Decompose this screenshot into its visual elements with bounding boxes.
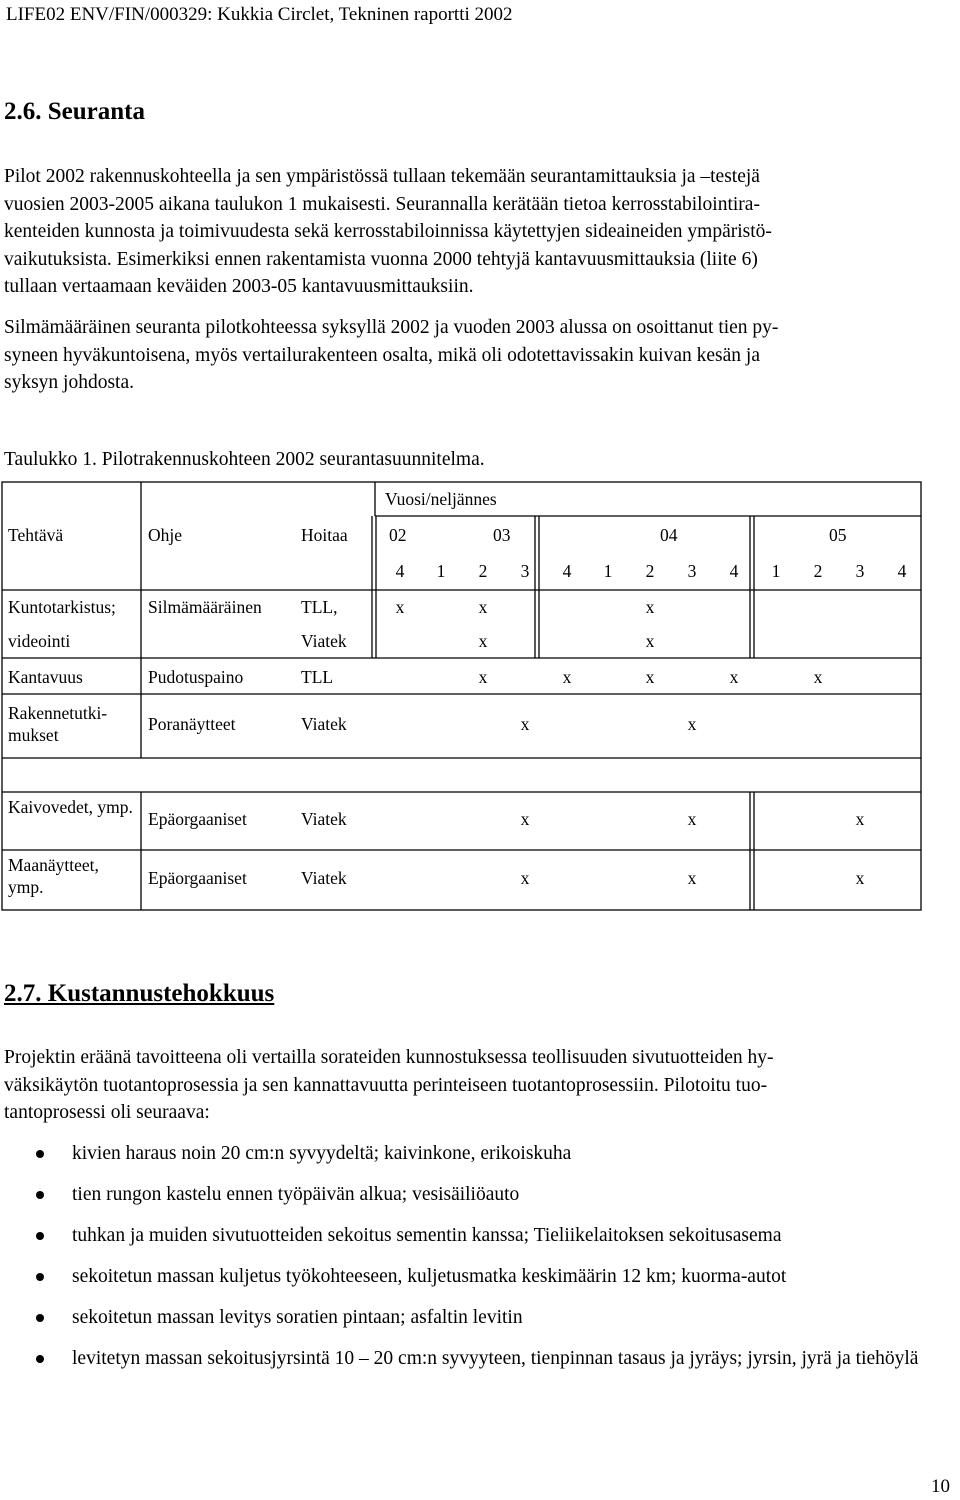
bullet-icon: [36, 1150, 44, 1158]
row-task: Maanäytteet, ymp.: [8, 855, 99, 897]
bullet-icon: [36, 1232, 44, 1240]
bullet-icon: [36, 1355, 44, 1363]
column-header-task: Tehtävä: [8, 525, 64, 545]
row-handler: Viatek: [301, 868, 347, 888]
text-line: syneen hyväkuntoisena, myös vertailurakenteen osalta, mikä oli odotettavissakin kuivan kesän ja: [4, 344, 760, 366]
quarter-label: 3: [687, 561, 697, 581]
list-item-text: tuhkan ja muiden sivutuotteiden sekoitus sementin kanssa; Tieliikelaitoksen sekoitusasema: [72, 1225, 782, 1246]
schedule-mark: x: [520, 714, 530, 734]
list-item-text: levitetyn massan sekoitusjyrsintä 10 – 20 cm:n syvyyteen, tienpinnan tasaus ja jyräys; jyrsin, jyrä ja tiehöylä: [72, 1348, 919, 1369]
schedule-mark: x: [520, 868, 530, 888]
group-header-year-quarter: Vuosi/neljännes: [385, 489, 497, 509]
bullet-icon: [36, 1191, 44, 1199]
text-line: Projektin eräänä tavoitteena oli vertailla sorateiden kunnostuksessa teollisuuden sivutuotteiden hy-: [4, 1047, 774, 1068]
quarter-label: 4: [729, 561, 739, 581]
bullet-icon: [36, 1314, 44, 1322]
row-handler: TLL: [301, 667, 334, 687]
list-item-text: kivien haraus noin 20 cm:n syvyydeltä; kaivinkone, erikoiskuha: [72, 1143, 572, 1164]
quarter-label: 4: [562, 561, 572, 581]
schedule-mark: x: [687, 809, 697, 829]
schedule-mark: x: [645, 597, 655, 617]
schedule-mark: x: [478, 597, 488, 617]
schedule-mark: x: [520, 809, 530, 829]
year-label: 05: [829, 525, 847, 545]
quarter-label: 3: [855, 561, 865, 581]
schedule-mark: x: [855, 868, 865, 888]
row-guide: Epäorgaaniset: [148, 809, 247, 829]
schedule-mark: x: [687, 714, 697, 734]
year-label: 02: [389, 525, 407, 545]
row-guide: Pudotuspaino: [148, 667, 244, 687]
row-guide: Silmämääräinen: [148, 597, 262, 617]
paragraph-kustannustehokkuus: [4, 1044, 946, 1127]
quarter-label: 1: [436, 561, 446, 581]
page-number: 10: [931, 1476, 950, 1497]
list-item-text: sekoitetun massan kuljetus työkohteeseen, kuljetusmatka keskimäärin 12 km; kuorma-autot: [72, 1266, 787, 1287]
column-header-guide: Ohje: [148, 525, 183, 545]
schedule-mark: x: [687, 868, 697, 888]
table-caption: Taulukko 1. Pilotrakennuskohteen 2002 seurantasuunnitelma.: [4, 449, 485, 470]
year-label: 03: [493, 525, 511, 545]
row-handler: Viatek: [301, 714, 347, 734]
quarter-label: 3: [520, 561, 530, 581]
list-item-text: sekoitetun massan levitys soratien pintaan; asfaltin levitin: [72, 1307, 523, 1328]
row-task: Rakennetutki-mukset: [8, 703, 108, 745]
row-handler: TLL,: [301, 597, 338, 617]
schedule-mark: x: [645, 631, 655, 651]
text-line: Silmämääräinen seuranta pilotkohteessa syksyllä 2002 ja vuoden 2003 alussa on osoittanut tien py-: [4, 317, 779, 338]
text-line: Pilot 2002 rakennuskohteella ja sen ympäristössä tullaan tekemään seurantamittauksia ja –testejä: [4, 166, 760, 187]
running-header: LIFE02 ENV/FIN/000329: Kukkia Circlet, Tekninen raportti 2002: [6, 4, 513, 25]
quarter-label: 4: [897, 561, 907, 581]
row-task: videointi: [8, 631, 71, 651]
text-line: tullaan vertaamaan keväiden 2003-05 kantavuusmittauksiin.: [4, 276, 474, 297]
schedule-mark: x: [645, 667, 655, 687]
column-header-handler: Hoitaa: [301, 525, 348, 545]
row-task: Kuntotarkistus;: [8, 597, 116, 617]
paragraph-seuranta-2: [4, 314, 946, 397]
schedule-mark: x: [478, 667, 488, 687]
text-line: vaikutuksista. Esimerkiksi ennen rakentamista vuonna 2000 tehtyjä kantavuusmittauksia (liite 6): [4, 248, 758, 270]
text-line: tantoprosessi oli seuraava:: [4, 1102, 210, 1123]
row-guide: Epäorgaaniset: [148, 868, 247, 888]
text-line: kenteiden kunnosta ja toimivuudesta sekä kerrosstabiloinnissa käytettyjen sideaineiden ympäristö-: [4, 221, 772, 242]
section-heading-kustannustehokkuus: 2.7. Kustannustehokkuus: [4, 980, 275, 1007]
bullet-icon: [36, 1273, 44, 1281]
quarter-label: 2: [645, 561, 655, 581]
year-label: 04: [660, 525, 678, 545]
text-line: vuosien 2003-2005 aikana taulukon 1 mukaisesti. Seurannalla kerätään tietoa kerrosstabilointira-: [4, 193, 760, 215]
row-handler: Viatek: [301, 809, 347, 829]
quarter-label: 1: [603, 561, 613, 581]
list-item-text: tien rungon kastelu ennen työpäivän alkua; vesisäiliöauto: [72, 1184, 520, 1205]
schedule-mark: x: [729, 667, 739, 687]
row-task: Kaivovedet, ymp.: [8, 797, 133, 817]
schedule-mark: x: [478, 631, 488, 651]
row-task: Kantavuus: [8, 667, 83, 687]
text-line: väksikäytön tuotantoprosessia ja sen kannattavuutta perinteiseen tuotantoprosessiin. Pilotoitu tuo-: [4, 1074, 768, 1096]
row-handler: Viatek: [301, 631, 347, 651]
schedule-mark: x: [395, 597, 405, 617]
table-grid: [0, 480, 960, 912]
monitoring-plan-table: [0, 480, 960, 912]
text-line: syksyn johdosta.: [4, 372, 135, 393]
quarter-label: 2: [813, 561, 823, 581]
quarter-label: 4: [395, 561, 405, 581]
schedule-mark: x: [562, 667, 572, 687]
schedule-mark: x: [813, 667, 823, 687]
quarter-label: 2: [478, 561, 488, 581]
section-heading-seuranta: 2.6. Seuranta: [4, 98, 145, 125]
schedule-mark: x: [855, 809, 865, 829]
quarter-label: 1: [771, 561, 781, 581]
paragraph-seuranta-1: [4, 163, 946, 301]
row-guide: Poranäytteet: [148, 714, 236, 734]
